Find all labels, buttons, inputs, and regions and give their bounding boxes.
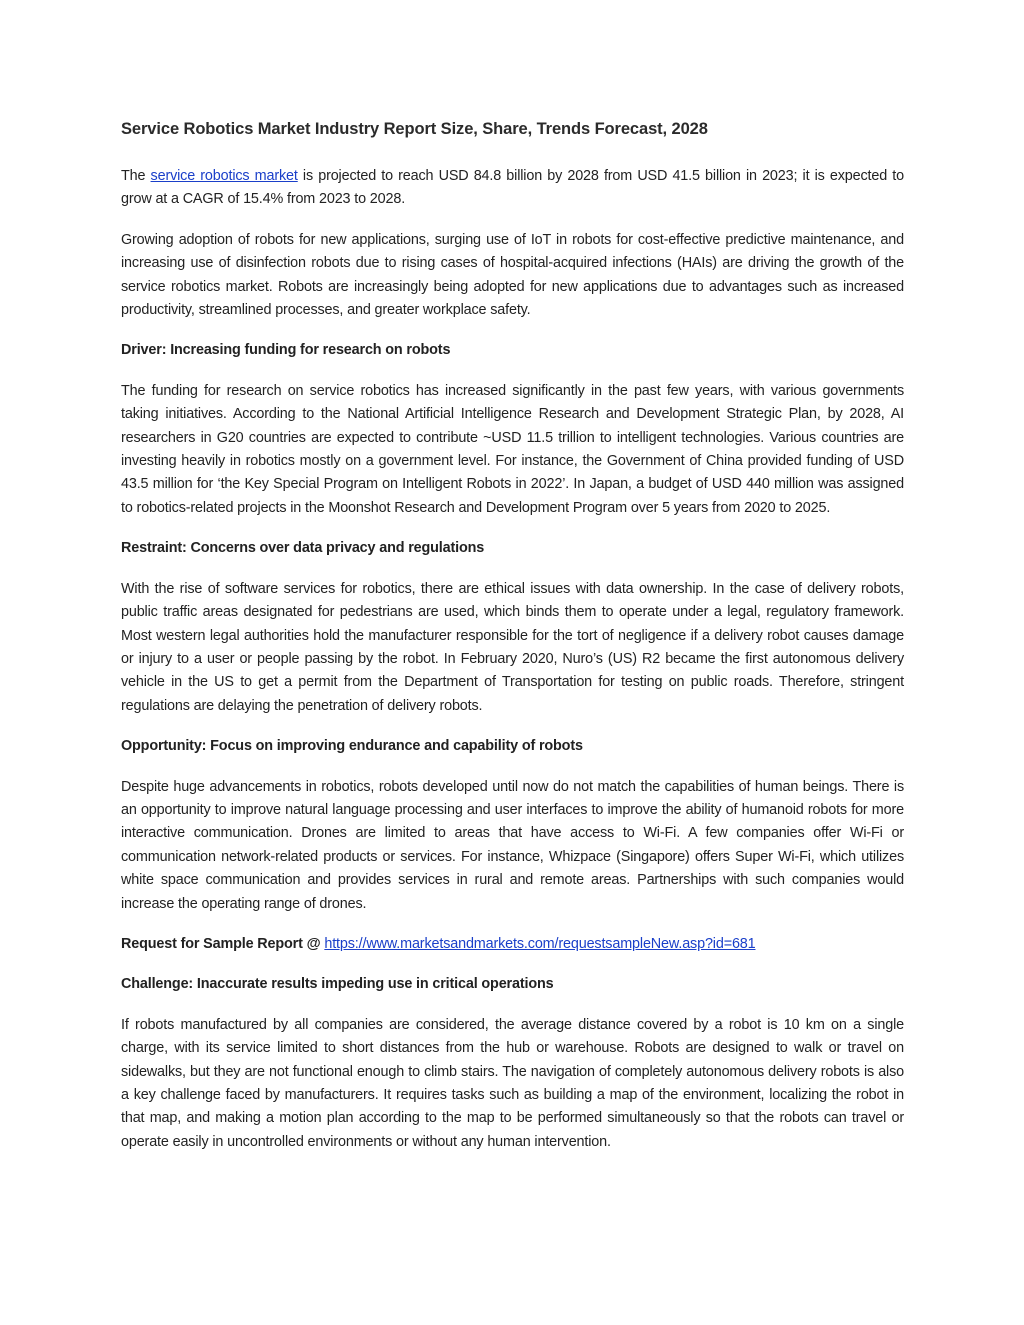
challenge-paragraph: If robots manufactured by all companies are considered, the average distance covered by a robot is 10 km on a single charge, with its service limited to short distances from the hub or warehouse. Robots are designed to walk or travel on sidewalks, but they are not functional enough to climb stairs. The navigation of completely autonomous delivery robots is also a key challenge faced by manufacturers. It requires tasks such as building a map of the environment, localizing the robot in that map, and making a motion plan according to the map to be performed simultaneously so that the robots can travel or operate easily in uncontrolled environments or without any human intervention. [121, 1016, 904, 1150]
sample-request-label: Request for Sample Report @ [121, 935, 325, 952]
sample-request-link[interactable]: https://www.marketsandmarkets.com/requestsampleNew.asp?id=681 [324, 935, 756, 952]
intro-text-before: The [121, 168, 151, 184]
document-title: Service Robotics Market Industry Report Size, Share, Trends Forecast, 2028 [121, 120, 708, 138]
restraint-heading: Restraint: Concerns over data privacy and regulations [121, 540, 485, 557]
restraint-paragraph: With the rise of software services for robotics, there are ethical issues with data ownership. In the case of delivery robots, public traffic areas designated for pedestrians are used, which binds them to operate under a legal, regulatory framework. Most western legal authorities hold the manufacturer responsible for the tort of negligence if a delivery robot causes damage or injury to a user or people passing by the robot. In February 2020, Nuro’s (US) R2 became the first autonomous delivery vehicle in the US to get a permit from the Department of Transportation for testing on public roads. Therefore, stringent regulations are delaying the penetration of delivery robots. [121, 580, 904, 714]
intro-text-after: is projected to reach USD 84.8 billion by 2028 from USD 41.5 billion in 2023; it is expected to grow at a CAGR of 15.4% from 2023 to 2028. [121, 168, 904, 208]
driver-paragraph: The funding for research on service robotics has increased significantly in the past few years, with various governments taking initiatives. According to the National Artificial Intelligence Research and Development Strategic Plan, by 2028, AI researchers in G20 countries are expected to contribute ~USD 11.5 trillion to intelligent technologies. Various countries are investing heavily in robotics mostly on a government level. For instance, the Government of China provided funding of USD 43.5 million for ‘the Key Special Program on Intelligent Robots in 2022’. In Japan, a budget of USD 440 million was assigned to robotics-related projects in the Moonshot Research and Development Program over 5 years from 2020 to 2025. [121, 382, 904, 516]
service-robotics-market-link[interactable]: service robotics market [150, 168, 298, 184]
opportunity-paragraph: Despite huge advancements in robotics, robots developed until now do not match the capabilities of human beings. There is an opportunity to improve natural language processing and user interfaces to improve the ability of humanoid robots for more interactive communication. Drones are limited to areas that have access to Wi-Fi. A few companies offer Wi-Fi or communication network-related products or services. For instance, Whizpace (Singapore) offers Super Wi-Fi, which utilizes white space communication and provides services in rural and remote areas. Partnerships with such companies would increase the operating range of drones. [121, 778, 904, 912]
driver-heading: Driver: Increasing funding for research on robots [121, 342, 451, 359]
opportunity-heading: Opportunity: Focus on improving endurance and capability of robots [121, 738, 583, 755]
challenge-heading: Challenge: Inaccurate results impeding use in critical operations [121, 976, 554, 993]
growth-paragraph: Growing adoption of robots for new applications, surging use of IoT in robots for cost-effective predictive maintenance, and increasing use of disinfection robots due to rising cases of hospital-acquired infections (HAIs) are driving the growth of the service robotics market. Robots are increasingly being adopted for new applications due to advantages such as increased productivity, streamlined processes, and greater workplace safety. [121, 231, 904, 319]
sample-request-line [121, 933, 904, 956]
intro-paragraph [121, 165, 904, 212]
document-page [121, 120, 904, 1171]
